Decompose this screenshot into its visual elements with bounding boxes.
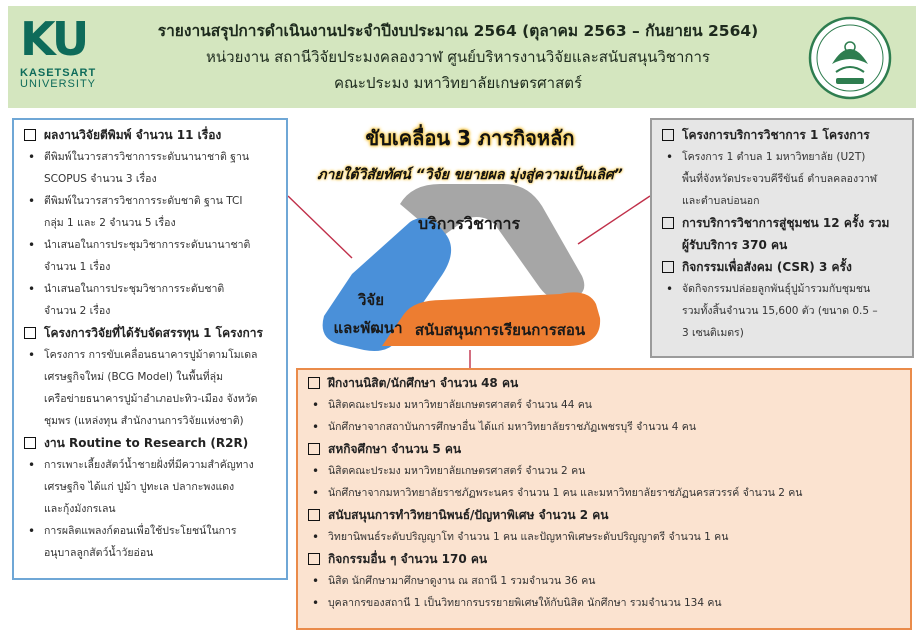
research-label-line1: วิจัย <box>357 291 384 309</box>
list-item: • โครงการ การขับเคลื่อนธนาคารปูม้าตามโมเดล เศรษฐกิจใหม่ (BCG Model) ในพื้นที่ลุ่ม เครือข่ายธนาคารปูม้าอำเภอปะทิว-เมือง จังหวัด ชุมพร (แหล่งทุน สำนักงานการวิจัยแห่งชาติ) <box>22 344 278 432</box>
list-item: • นิสิตคณะประมง มหาวิทยาลัยเกษตรศาสตร์ จำนวน 2 คน <box>306 460 902 482</box>
section-heading-coop: สหกิจศึกษา จำนวน 5 คน <box>306 438 902 460</box>
faculty-name: คณะประมง มหาวิทยาลัยเกษตรศาสตร์ <box>333 74 583 92</box>
section-heading-csr: กิจกรรมเพื่อสังคม (CSR) 3 ครั้ง <box>660 256 904 278</box>
research-box <box>12 118 288 580</box>
checkbox-icon <box>308 509 320 521</box>
section-heading-r2r: งาน Routine to Research (R2R) <box>22 432 278 454</box>
list-item: • ตีพิมพ์ในวารสารวิชาการระดับชาติ ฐาน TCI กลุ่ม 1 และ 2 จำนวน 5 เรื่อง <box>22 190 278 234</box>
service-project-list <box>660 146 904 212</box>
other-activities-list <box>306 570 902 614</box>
section-heading-community-service: การบริการวิชาการสู่ชุมชน 12 ครั้ง รวม ผู้รับบริการ 370 คน <box>660 212 904 256</box>
missions-title: ขับเคลื่อน 3 ภารกิจหลัก <box>365 126 575 150</box>
report-title: รายงานสรุปการดำเนินงานประจำปีงบประมาณ 2564 (ตุลาคม 2563 – กันยายน 2564) <box>157 22 759 40</box>
section-heading-other-activities: กิจกรรมอื่น ๆ จำนวน 170 คน <box>306 548 902 570</box>
internship-list <box>306 394 902 438</box>
teaching-box <box>296 368 912 630</box>
checkbox-icon <box>308 377 320 389</box>
list-item: • โครงการ 1 ตำบล 1 มหาวิทยาลัย (U2T) พื้นที่จังหวัดประจวบคีรีขันธ์ ตำบลคลองวาฬ และตำบลบ่อนอก <box>660 146 904 212</box>
funded-projects-list <box>22 344 278 432</box>
coop-list <box>306 460 902 504</box>
vision-subtitle: ภายใต้วิสัยทัศน์ “วิจัย ขยายผล มุ่งสู่ความเป็นเลิศ” <box>317 167 623 183</box>
checkbox-icon <box>308 443 320 455</box>
csr-list <box>660 278 904 344</box>
missions-diagram <box>290 118 650 368</box>
checkbox-icon <box>24 437 36 449</box>
list-item: • จัดกิจกรรมปล่อยลูกพันธุ์ปูม้ารวมกับชุมชน รวมทั้งสิ้นจำนวน 15,600 ตัว (ขนาด 0.5 – 3 เซนติเมตร) <box>660 278 904 344</box>
list-item: • การเพาะเลี้ยงสัตว์น้ำชายฝั่งที่มีความสำคัญทาง เศรษฐกิจ ได้แก่ ปูม้า ปูทะเล ปลากะพงแดง และกุ้งมังกรเลน <box>22 454 278 520</box>
checkbox-icon <box>24 327 36 339</box>
list-item: • นิสิต นักศึกษามาศึกษาดูงาน ณ สถานี 1 รวมจำนวน 36 คน <box>306 570 902 592</box>
checkbox-icon <box>662 217 674 229</box>
list-item: • นักศึกษาจากมหาวิทยาลัยราชภัฏพระนคร จำนวน 1 คน และมหาวิทยาลัยราชภัฏนครสวรรค์ จำนวน 2 คน <box>306 482 902 504</box>
section-heading-internship: ฝึกงานนิสิต/นักศึกษา จำนวน 48 คน <box>306 372 902 394</box>
ku-logo-mark: KU <box>20 12 87 66</box>
list-item: • วิทยานิพนธ์ระดับปริญญาโท จำนวน 1 คน และปัญหาพิเศษระดับปริญญาตรี จำนวน 1 คน <box>306 526 902 548</box>
thesis-list <box>306 526 902 548</box>
list-item: • นักศึกษาจากสถาบันการศึกษาอื่น ได้แก่ มหาวิทยาลัยราชภัฏเพชรบุรี จำนวน 4 คน <box>306 416 902 438</box>
section-heading-funded-projects: โครงการวิจัยที่ได้รับจัดสรรทุน 1 โครงการ <box>22 322 278 344</box>
list-item: • นิสิตคณะประมง มหาวิทยาลัยเกษตรศาสตร์ จำนวน 44 คน <box>306 394 902 416</box>
unit-name: หน่วยงาน สถานีวิจัยประมงคลองวาฬ ศูนย์บริหารงานวิจัยและสนับสนุนวิชาการ <box>206 48 710 66</box>
r2r-list <box>22 454 278 564</box>
checkbox-icon <box>662 261 674 273</box>
list-item: • นำเสนอในการประชุมวิชาการระดับชาติ จำนวน 2 เรื่อง <box>22 278 278 322</box>
list-item: • การผลิตแพลงก์ตอนเพื่อใช้ประโยชน์ในการ อนุบาลลูกสัตว์น้ำวัยอ่อน <box>22 520 278 564</box>
ku-logo-line2: UNIVERSITY <box>20 78 97 90</box>
section-heading-publications: ผลงานวิจัยตีพิมพ์ จำนวน 11 เรื่อง <box>22 124 278 146</box>
list-item: • ตีพิมพ์ในวารสารวิชาการระดับนานาชาติ ฐาน SCOPUS จำนวน 3 เรื่อง <box>22 146 278 190</box>
checkbox-icon <box>308 553 320 565</box>
publications-list <box>22 146 278 322</box>
list-item: • นำเสนอในการประชุมวิชาการระดับนานาชาติ จำนวน 1 เรื่อง <box>22 234 278 278</box>
service-label: บริการวิชาการ <box>418 214 521 233</box>
section-heading-thesis: สนับสนุนการทำวิทยานิพนธ์/ปัญหาพิเศษ จำนวน 2 คน <box>306 504 902 526</box>
checkbox-icon <box>662 129 674 141</box>
checkbox-icon <box>24 129 36 141</box>
section-heading-service-project: โครงการบริการวิชาการ 1 โครงการ <box>660 124 904 146</box>
service-box <box>650 118 914 358</box>
teaching-label: สนับสนุนการเรียนการสอน <box>414 321 586 339</box>
research-label-line2: และพัฒนา <box>333 319 403 337</box>
ku-logo-line1: KASETSART <box>20 67 97 79</box>
list-item: • บุคลากรของสถานี 1 เป็นวิทยากรบรรยายพิเศษให้กับนิสิต นักศึกษา รวมจำนวน 134 คน <box>306 592 902 614</box>
